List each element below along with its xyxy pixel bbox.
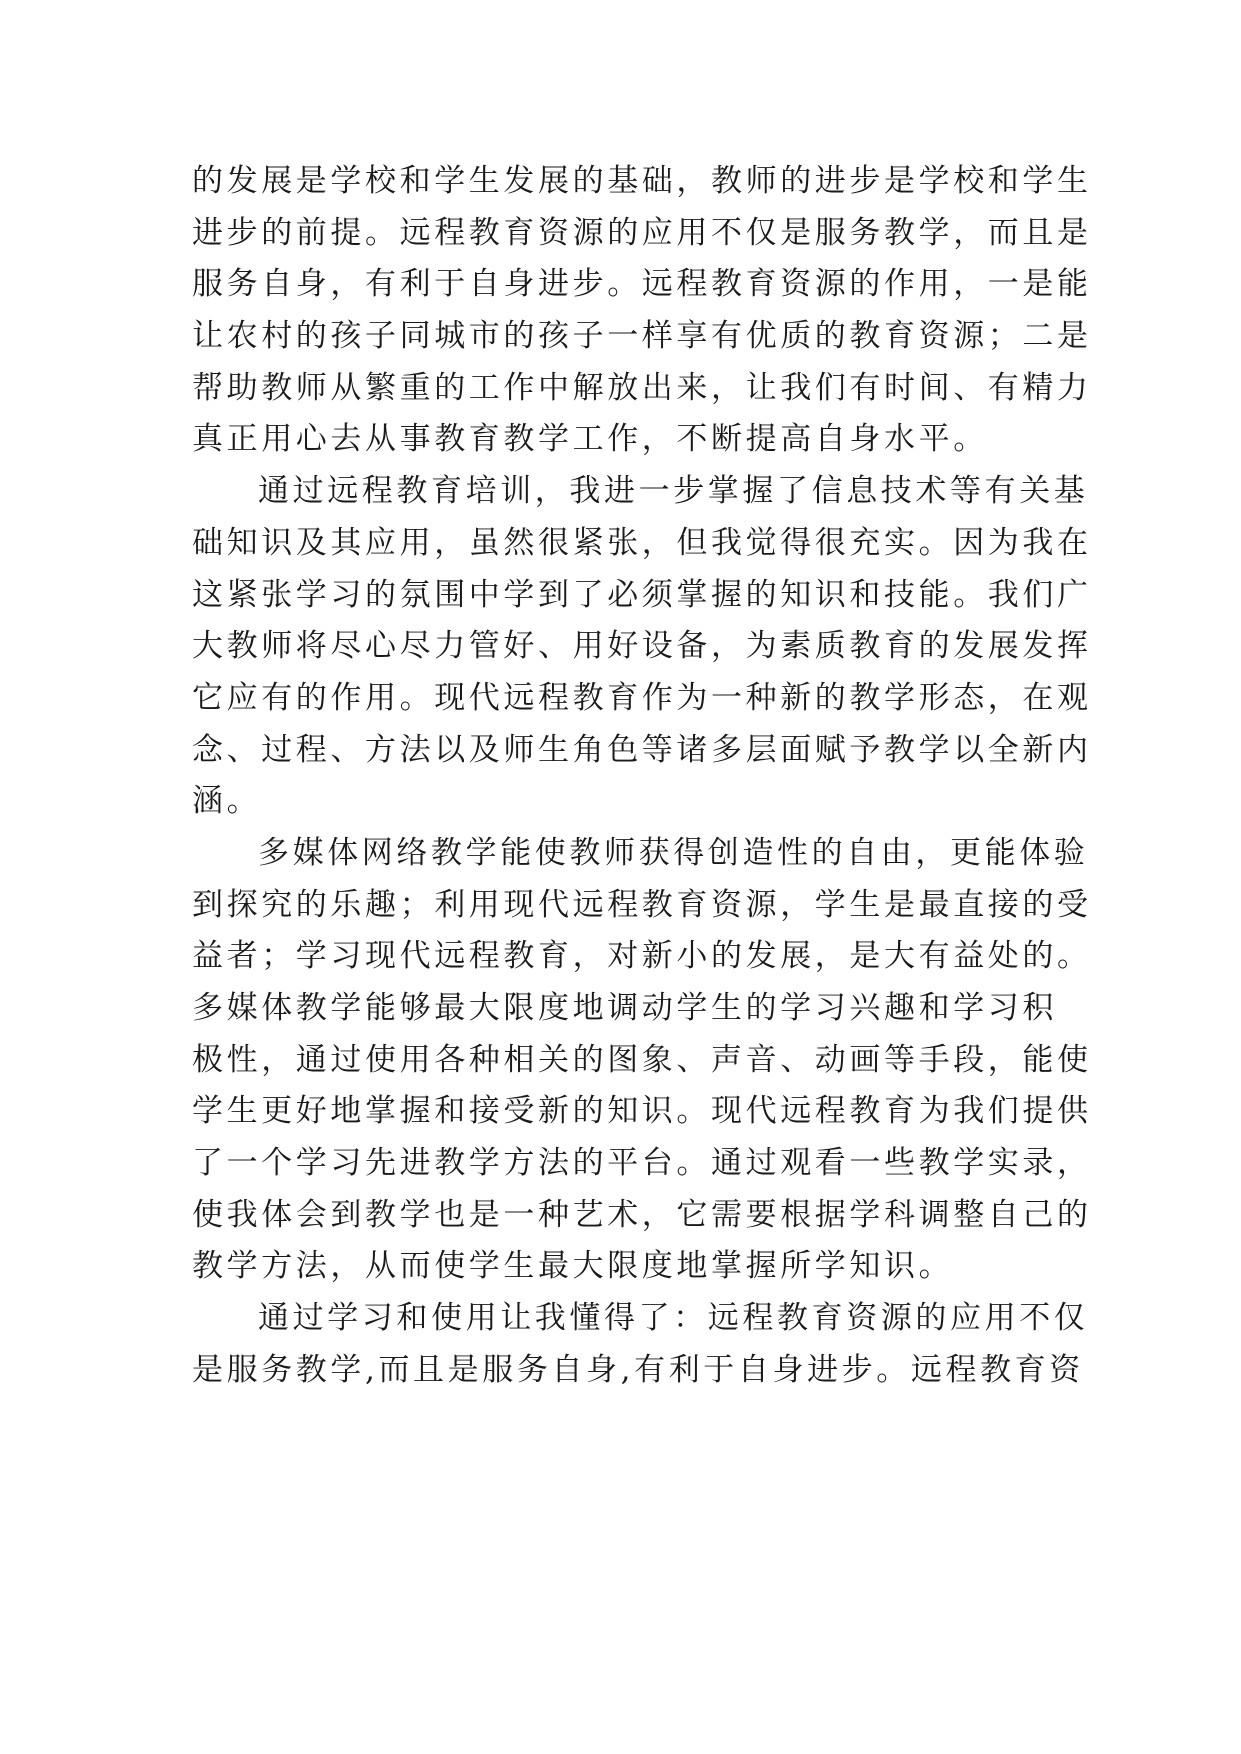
paragraph-start-line: 多媒体网络教学能使教师获得创造性的自由，更能体验 [258, 834, 1089, 871]
paragraph-start-line: 通过学习和使用让我懂得了：远程教育资源的应用不仅 [258, 1300, 1089, 1337]
text-line: 到探究的乐趣；利用现代远程教育资源，学生是最直接的受 [192, 886, 1092, 923]
text-line: 础知识及其应用，虽然很紧张，但我觉得很充实。因为我在 [192, 524, 1092, 561]
text-line: 多媒体教学能够最大限度地调动学生的学习兴趣和学习积 [192, 990, 1057, 1026]
text-line: 进步的前提。远程教育资源的应用不仅是服务教学，而且是 [192, 214, 1092, 251]
text-line: 让农村的孩子同城市的孩子一样享有优质的教育资源；二是 [192, 318, 1092, 355]
text-line: 的发展是学校和学生发展的基础，教师的进步是学校和学生 [192, 163, 1092, 199]
text-line: 帮助教师从繁重的工作中解放出来，让我们有时间、有精力 [192, 369, 1092, 406]
text-line: 真正用心去从事教育教学工作，不断提高自身水平。 [192, 421, 988, 458]
text-line: 了一个学习先进教学方法的平台。通过观看一些教学实录， [192, 1145, 1092, 1182]
text-line: 使我体会到教学也是一种艺术，它需要根据学科调整自己的 [192, 1196, 1092, 1233]
text-line: 服务自身，有利于自身进步。远程教育资源的作用，一是能 [192, 266, 1092, 303]
text-line: 教学方法，从而使学生最大限度地掌握所学知识。 [192, 1248, 954, 1285]
text-line: 大教师将尽心尽力管好、用好设备，为素质教育的发展发挥 [192, 628, 1092, 665]
text-line: 涵。 [192, 783, 262, 820]
text-line: 益者；学习现代远程教育，对新小的发展，是大有益处的。 [192, 938, 1092, 975]
text-line: 极性，通过使用各种相关的图象、声音、动画等手段，能使 [192, 1041, 1092, 1078]
text-line: 它应有的作用。现代远程教育作为一种新的教学形态，在观 [192, 679, 1092, 716]
paragraph-start-line: 通过远程教育培训，我进一步掌握了信息技术等有关基 [258, 473, 1089, 510]
text-line: 念、过程、方法以及师生角色等诸多层面赋予教学以全新内 [192, 731, 1092, 768]
text-line: 是服务教学,而且是服务自身,有利于自身进步。远程教育资 [192, 1351, 1084, 1388]
text-line: 这紧张学习的氛围中学到了必须掌握的知识和技能。我们广 [192, 576, 1092, 613]
body-text [192, 156, 1092, 1397]
text-line: 学生更好地掌握和接受新的知识。现代远程教育为我们提供 [192, 1093, 1092, 1130]
